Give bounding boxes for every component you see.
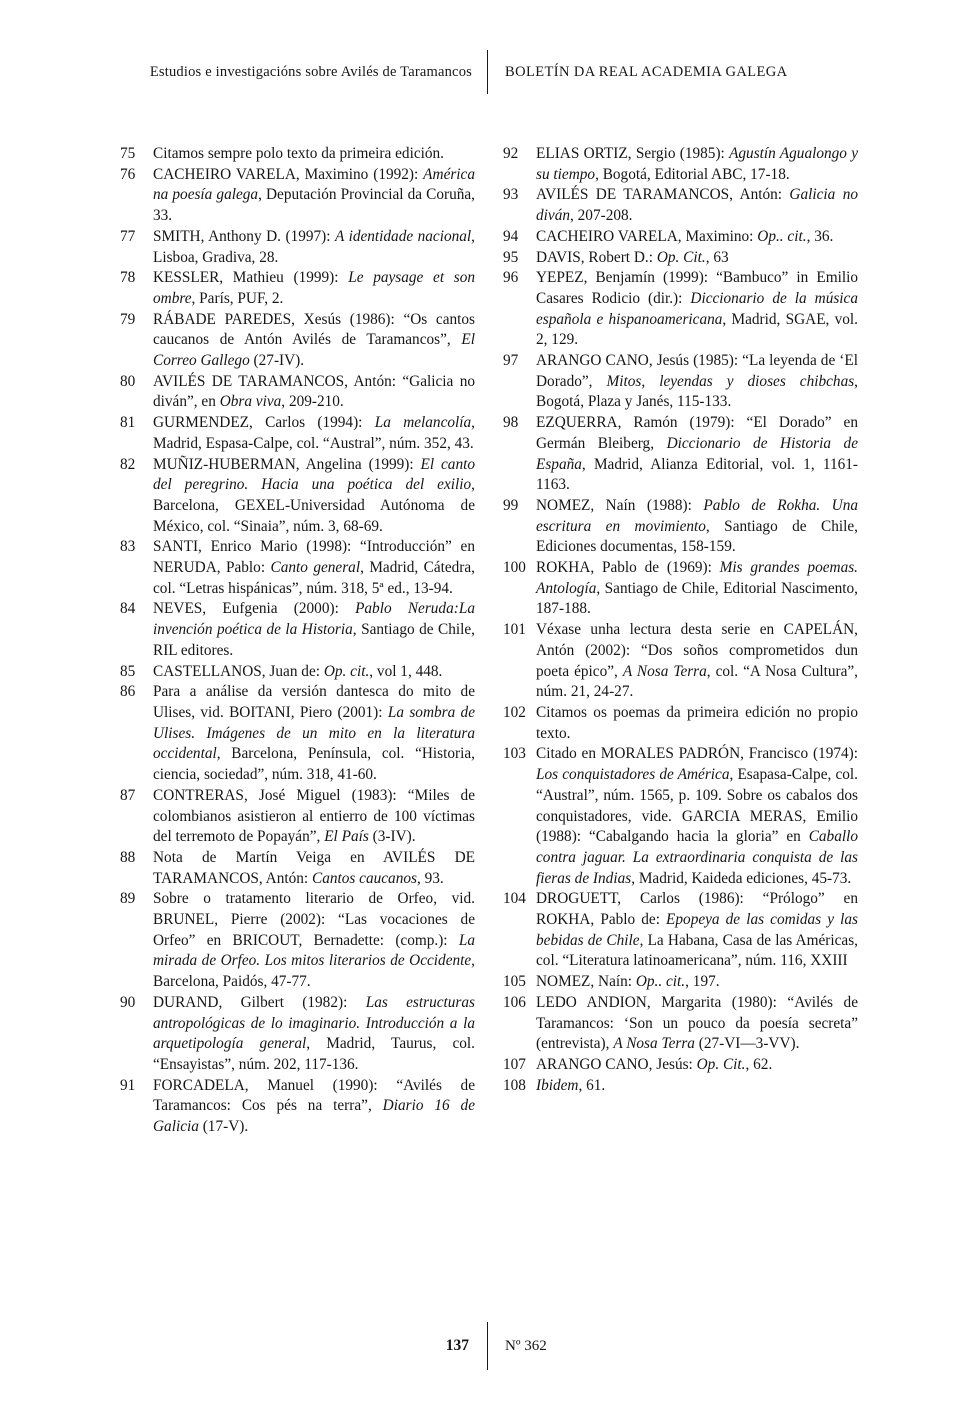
footnote-number: 98	[503, 414, 519, 432]
footnote-number: 82	[120, 455, 136, 473]
footnote-text: Véxase unha lectura desta serie en CAPELÁN, Antón (2002): “Dos soños comprometidos dun poeta épico”, A Nosa Terra, col. “A Nosa Cultura”, núm. 21, 24-27.	[536, 621, 859, 701]
footnote-number: 77	[120, 227, 136, 245]
footnote-text: Citamos sempre polo texto da primeira edición.	[153, 145, 444, 162]
footnote-text: CACHEIRO VARELA, Maximino (1992): América na poesía galega, Deputación Provincial da Coruña, 33.	[153, 165, 475, 225]
endnotes-section	[120, 144, 858, 1138]
footnote-number: 107	[503, 1055, 526, 1073]
footnote-number: 88	[120, 848, 136, 866]
footnote-text: CONTRERAS, José Miguel (1983): “Miles de colombianos asistieron al entierro de 100 víctimas del terremoto de Popayán”, El País (3-IV).	[153, 786, 475, 846]
footnote-number: 92	[503, 145, 519, 162]
footnote-item	[120, 993, 475, 1076]
footnote-item	[503, 413, 858, 496]
footnote-item	[503, 558, 858, 620]
footnote-item	[120, 599, 475, 661]
footnote-number: 97	[503, 352, 519, 370]
footnote-text: ROKHA, Pablo de (1969): Mis grandes poemas. Antología, Santiago de Chile, Editorial Nascimento, 187-188.	[536, 559, 858, 618]
footnote-item	[503, 144, 858, 185]
footnote-item	[503, 1055, 858, 1076]
footnote-text: ELIAS ORTIZ, Sergio (1985): Agustín Agualongo y su tiempo, Bogotá, Editorial ABC, 17-18.	[536, 145, 858, 183]
footnote-text: YEPEZ, Benjamín (1999): “Bambuco” in Emilio Casares Rodicio (dir.): Diccionario de la música española e hispanoamericana, Madrid, SGAE, vol. 2, 129.	[536, 269, 858, 349]
footnote-text: KESSLER, Mathieu (1999): Le paysage et son ombre, París, PUF, 2.	[153, 269, 476, 307]
footnote-item	[503, 889, 858, 972]
footnote-number: 87	[120, 786, 136, 804]
footnote-item	[120, 227, 475, 268]
running-title-left: Estudios e investigacións sobre Avilés de Taramancos	[149, 63, 472, 80]
footnote-number: 101	[503, 621, 526, 639]
footnote-number: 102	[503, 703, 526, 721]
footnote-text: NOMEZ, Naín: Op.. cit., 197.	[536, 973, 720, 991]
footnote-text: Citamos os poemas da primeira edición no propio texto.	[536, 703, 858, 742]
footnote-text: ARANGO CANO, Jesús: Op. Cit., 62.	[536, 1055, 773, 1073]
footnote-item	[503, 496, 858, 558]
footnote-number: 108	[503, 1076, 526, 1094]
footnote-item	[120, 165, 475, 227]
footnote-text: RÁBADE PAREDES, Xesús (1986): “Os cantos caucanos de Antón Avilés de Taramancos”, El Correo Gallego (27-IV).	[153, 310, 475, 370]
footnote-item	[120, 537, 475, 599]
footnote-text: AVILÉS DE TARAMANCOS, Antón: Galicia no diván, 207-208.	[536, 186, 858, 225]
footnote-item	[503, 268, 858, 351]
footnote-number: 89	[120, 890, 136, 908]
footnote-text: LEDO ANDION, Margarita (1980): “Avilés de Taramancos: ‘Son un pouco da poesía secreta” (entrevista), A Nosa Terra (27-VI—3-VV).	[536, 993, 858, 1053]
footnote-number: 103	[503, 745, 526, 763]
footnote-text: DROGUETT, Carlos (1986): “Prólogo” en ROKHA, Pablo de: Epopeya de las comidas y las bebidas de Chile, La Habana, Casa de las Américas, col. “Literatura latinoamericana”, núm. 116, XXIII	[536, 890, 858, 970]
footnote-number: 99	[503, 496, 519, 514]
footnote-item	[120, 682, 475, 786]
footnote-item	[120, 372, 475, 413]
footnote-item	[503, 1076, 858, 1097]
footnote-text: Citado en MORALES PADRÓN, Francisco (1974): Los conquistadores de América, Esapasa-Calpe, col. “Austral”, núm. 1565, p. 109. Sobre os cabalos dos conquistadores, vide. GARCIA MERAS, Emilio (1988): “Cabalgando hacia la gloria” en Caballo contra jaguar. La extraordinaria conquista de las fieras de Indias, Madrid, Kaideda ediciones, 45-73.	[536, 745, 858, 887]
footnote-number: 95	[503, 248, 519, 266]
footnote-item	[503, 227, 858, 248]
footnote-number: 83	[120, 538, 136, 556]
footnote-text: Para a análise da versión dantesca do mito de Ulises, vid. BOITANI, Piero (2001): La sombra de Ulises. Imágenes de un mito en la literatura occidental, Barcelona, Península, col. “Historia, ciencia, sociedad”, núm. 318, 41-60.	[153, 683, 475, 784]
page-number: 137	[445, 1337, 469, 1354]
notes-column-right	[503, 144, 858, 1138]
page-header	[0, 50, 975, 94]
footnote-text: DURAND, Gilbert (1982): Las estructuras antropológicas de lo imaginario. Introducción a la arquetipología general, Madrid, Taurus, col. “Ensayistas”, núm. 202, 117-136.	[153, 993, 475, 1073]
footnote-number: 94	[503, 227, 519, 245]
footnote-item	[120, 310, 475, 372]
footnote-text: DAVIS, Robert D.: Op. Cit., 63	[536, 248, 729, 266]
footnote-number: 84	[120, 600, 136, 618]
footnote-item	[503, 185, 858, 226]
footnote-item	[120, 848, 475, 889]
footnote-item	[120, 786, 475, 848]
footnote-text: EZQUERRA, Ramón (1979): “El Dorado” en Germán Bleiberg, Diccionario de Historia de España, Madrid, Alianza Editorial, vol. 1, 1161-1163.	[536, 414, 858, 494]
footnote-item	[503, 744, 858, 889]
footnote-number: 81	[120, 414, 136, 432]
footnote-number: 93	[503, 186, 519, 204]
footnote-text: SMITH, Anthony D. (1997): A identidade nacional, Lisboa, Gradiva, 28.	[153, 227, 475, 266]
footnote-item	[503, 248, 858, 269]
footnote-text: AVILÉS DE TARAMANCOS, Antón: “Galicia no diván”, en Obra viva, 209-210.	[153, 372, 475, 411]
footnote-number: 106	[503, 993, 526, 1011]
footnote-number: 86	[120, 683, 136, 701]
footnote-item	[503, 351, 858, 413]
running-title-right: BOLETÍN DA REAL ACADEMIA GALEGA	[505, 63, 788, 80]
footnote-text: NEVES, Eufgenia (2000): Pablo Neruda:La invención poética de la Historia, Santiago de Chile, RIL editores.	[153, 600, 476, 659]
footnote-number: 76	[120, 165, 136, 183]
notes-column-left	[120, 144, 475, 1138]
footnote-number: 90	[120, 993, 136, 1011]
footnote-text: FORCADELA, Manuel (1990): “Avilés de Taramancos: Cos pés na terra”, Diario 16 de Galicia (17-V).	[153, 1076, 475, 1136]
footnote-number: 79	[120, 310, 136, 328]
footnote-number: 75	[120, 145, 136, 162]
footnote-text: Nota de Martín Veiga en AVILÉS DE TARAMANCOS, Antón: Cantos caucanos, 93.	[153, 848, 475, 887]
footnote-item	[120, 455, 475, 538]
footnote-text: GURMENDEZ, Carlos (1994): La melancolía, Madrid, Espasa-Calpe, col. “Austral”, núm. 352, 43.	[153, 414, 475, 452]
issue-number: Nº 362	[505, 1337, 547, 1354]
footnote-number: 78	[120, 269, 136, 287]
footnote-number: 80	[120, 372, 136, 390]
footnote-text: MUÑIZ-HUBERMAN, Angelina (1999): El canto del peregrino. Hacia una poética del exilio, Barcelona, GEXEL-Universidad Autónoma de México, col. “Sinaia”, núm. 3, 68-69.	[153, 455, 476, 535]
footnote-text: ARANGO CANO, Jesús (1985): “La leyenda de ‘El Dorado”, Mitos, leyendas y dioses chibchas, Bogotá, Plaza y Janés, 115-133.	[536, 352, 858, 411]
page-footer	[0, 1322, 975, 1370]
footnote-text: Ibidem, 61.	[536, 1076, 606, 1094]
footnote-item	[120, 413, 475, 454]
footnote-number: 96	[503, 269, 519, 287]
footnote-number: 85	[120, 662, 136, 680]
footnote-item	[503, 972, 858, 993]
footnote-number: 100	[503, 559, 526, 577]
footnote-item	[120, 268, 475, 309]
footnote-item	[120, 662, 475, 683]
footnote-number: 105	[503, 973, 526, 991]
footnote-text: Sobre o tratamento literario de Orfeo, vid. BRUNEL, Pierre (2002): “Las vocaciones de Orfeo” en BRICOUT, Bernadette: (comp.): La mirada de Orfeo. Los mitos literarios de Occidente, Barcelona, Paidós, 47-77.	[153, 890, 475, 991]
footnote-number: 104	[503, 890, 526, 908]
footnote-item	[503, 993, 858, 1055]
footnote-number: 91	[120, 1076, 136, 1094]
footnote-item	[503, 620, 858, 703]
footnote-item	[120, 889, 475, 993]
footnote-item	[120, 1076, 475, 1138]
footnote-item	[503, 703, 858, 744]
footnote-text: CASTELLANOS, Juan de: Op. cit., vol 1, 448.	[153, 662, 443, 680]
footnote-item	[120, 144, 475, 165]
footnote-text: SANTI, Enrico Mario (1998): “Introducción” en NERUDA, Pablo: Canto general, Madrid, Cátedra, col. “Letras hispánicas”, núm. 318, 5ª ed., 13-94.	[153, 538, 476, 597]
footnote-text: NOMEZ, Naín (1988): Pablo de Rokha. Una escritura en movimiento, Santiago de Chile, Ediciones documentas, 158-159.	[536, 496, 858, 556]
footnote-text: CACHEIRO VARELA, Maximino: Op.. cit., 36.	[536, 227, 834, 245]
